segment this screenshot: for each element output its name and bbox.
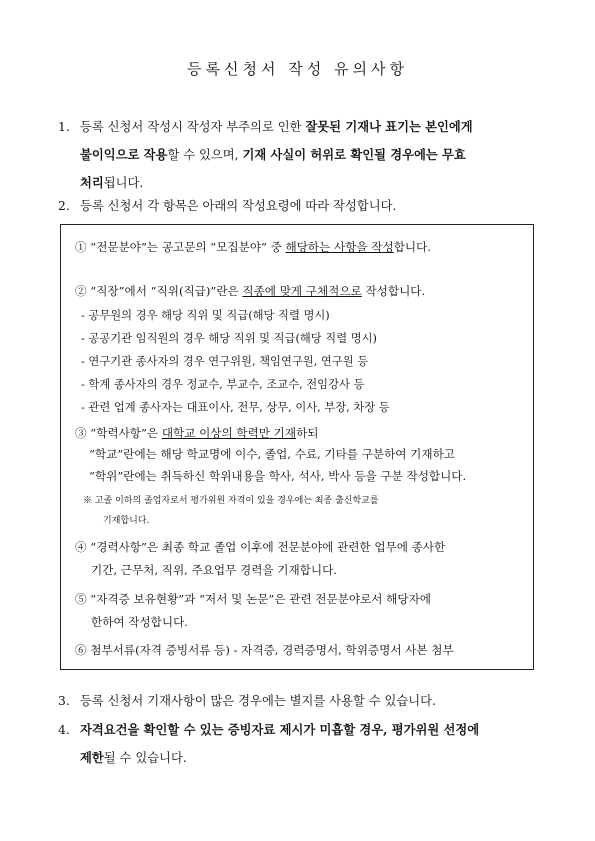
guideline-item-2 bbox=[75, 283, 425, 299]
guideline-item-6: ⑥ 첨부서류(자격 증빙서류 등) - 자격증, 경력증명서, 학위증명서 사본 첨부 bbox=[75, 643, 454, 657]
note-4 bbox=[58, 716, 548, 772]
guideline-box bbox=[60, 224, 534, 670]
guideline-item-3-footnote: ※ 고졸 이하의 졸업자로서 평가위원 자격이 있을 경우에는 최종 출신학교를 bbox=[83, 496, 379, 506]
guideline-item-5: ⑤ “자격증 보유현황”과 “저서 및 논문”은 관련 전문분야로서 해당자에 bbox=[75, 592, 431, 606]
note-3-number: 3. bbox=[58, 694, 70, 708]
note-3-text: 등록 신청서 기재사항이 많은 경우에는 별지를 사용할 수 있습니다. bbox=[80, 694, 436, 708]
guideline-item-1-underlined: 해당하는 사항을 작성 bbox=[285, 240, 394, 254]
note-1-bold-d: 처리 bbox=[80, 175, 104, 190]
document-title: 등록신청서 작성 유의사항 bbox=[187, 60, 408, 78]
guideline-sub-item: - 관련 업계 종사자는 대표이사, 전무, 상무, 이사, 부장, 차장 등 bbox=[81, 401, 390, 414]
note-1-text-a: 등록 신청서 작성시 작성자 부주의로 인한 bbox=[80, 120, 306, 134]
note-2-number: 2. bbox=[58, 199, 70, 213]
guideline-sub-item: - 공공기관 임직원의 경우 해당 직위 및 직급(해당 직렬 명시) bbox=[81, 332, 377, 345]
guideline-sub-item: - 연구기관 종사자의 경우 연구위원, 책임연구원, 연구원 등 bbox=[81, 355, 369, 368]
guideline-item-4: ④ “경력사항”은 최종 학교 졸업 이후에 전문분야에 관련한 업무에 종사한 bbox=[75, 540, 446, 554]
guideline-item-3 bbox=[75, 425, 319, 441]
guideline-item-3-footnote-cont: 기재합니다. bbox=[103, 516, 150, 526]
note-4-bold-a: 자격요건을 확인할 수 있는 증빙자료 제시가 미흡할 경우, 평가위원 선정에 bbox=[80, 722, 480, 737]
guideline-item-1-end: 합니다. bbox=[393, 240, 431, 254]
guideline-sub-item: - 학계 종사자의 경우 정교수, 부교수, 조교수, 전임강사 등 bbox=[81, 378, 365, 391]
note-1-bold-b: 불이익으로 작용 bbox=[80, 147, 168, 162]
guideline-item-1 bbox=[75, 239, 431, 255]
note-4-bold-b: 제한 bbox=[80, 750, 104, 765]
note-1-text-b: 할 수 있으며, bbox=[167, 148, 243, 162]
guideline-item-5-cont: 한하여 작성합니다. bbox=[91, 615, 188, 629]
note-4-text: 될 수 있습니다. bbox=[103, 751, 187, 765]
note-4-number: 4. bbox=[58, 723, 70, 737]
note-1 bbox=[58, 113, 548, 197]
guideline-item-1-text: ① “전문분야”는 공고문의 “모집분야” 중 bbox=[75, 240, 286, 254]
guideline-item-2-text: ② “직장”에서 “직위(직급)”란은 bbox=[75, 284, 243, 298]
note-1-text-c: 됩니다. bbox=[103, 176, 144, 190]
guideline-item-2-underlined: 직종에 맞게 구체적으로 bbox=[242, 284, 362, 298]
guideline-sub-item: - 공무원의 경우 해당 직위 및 직급(해당 직렬 명시) bbox=[81, 309, 330, 322]
guideline-item-3-school-line: “학교”란에는 해당 학교명에 이수, 졸업, 수료, 기타를 구분하여 기재하고 bbox=[89, 447, 455, 461]
guideline-item-3-text: ③ “학력사항”은 bbox=[75, 426, 162, 440]
guideline-item-3-end: 하되 bbox=[296, 426, 319, 440]
note-3 bbox=[58, 688, 548, 715]
guideline-item-3-underlined: 대학교 이상의 학력만 기재 bbox=[161, 426, 297, 440]
guideline-item-4-cont: 기간, 근무처, 직위, 주요업무 경력을 기재합니다. bbox=[91, 563, 337, 577]
note-2 bbox=[58, 193, 548, 220]
guideline-item-2-end: 작성합니다. bbox=[361, 284, 426, 298]
note-1-number: 1. bbox=[58, 120, 70, 134]
note-2-text: 등록 신청서 각 항목은 아래의 작성요령에 따라 작성합니다. bbox=[80, 199, 397, 213]
note-1-bold-c: 기재 사실이 허위로 확인될 경우에는 무효 bbox=[242, 147, 466, 162]
guideline-item-3-degree-line: “학위”란에는 취득하신 학위내용을 학사, 석사, 박사 등을 구분 작성합니다. bbox=[89, 469, 467, 483]
note-1-bold-a: 잘못된 기재나 표기는 본인에게 bbox=[305, 119, 473, 134]
